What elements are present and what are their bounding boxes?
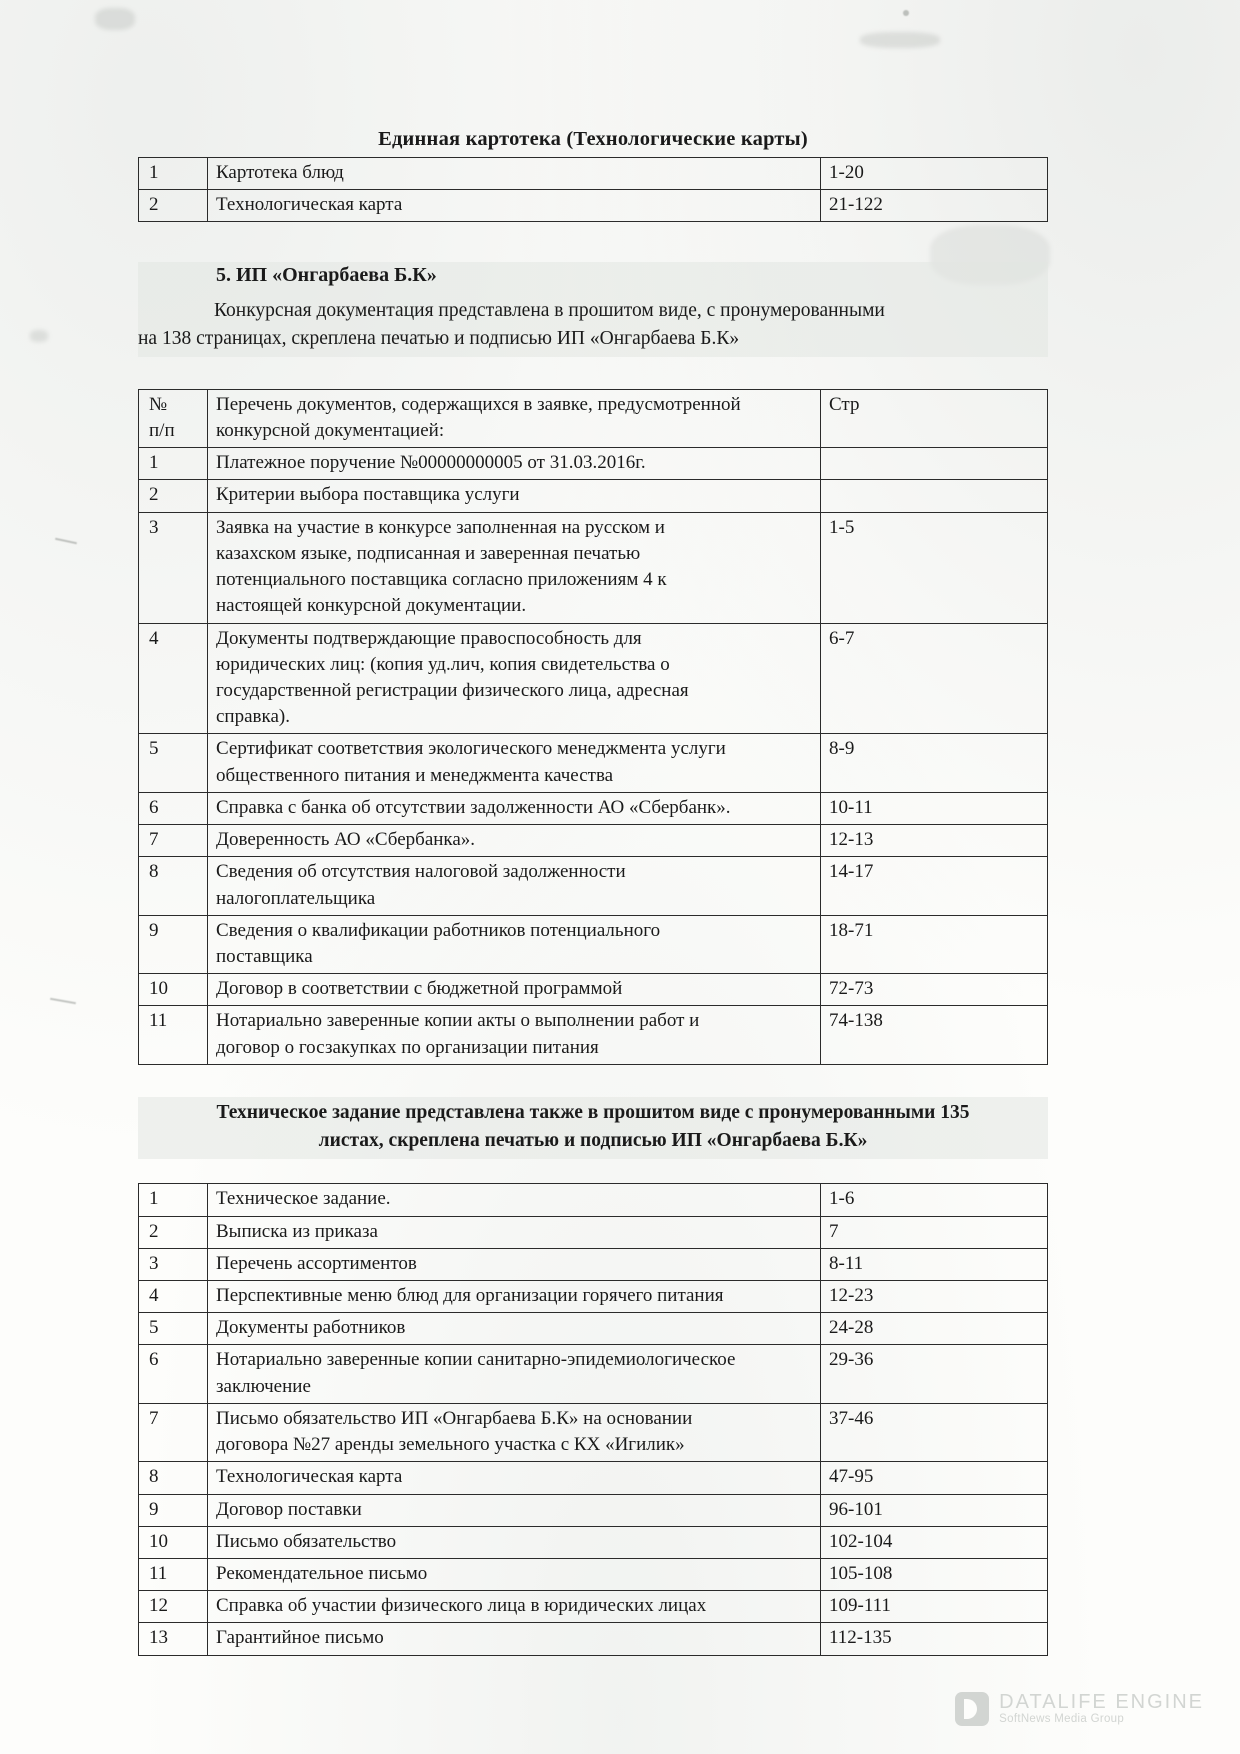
scan-smudge <box>95 8 135 30</box>
row-pages: 102-104 <box>821 1526 1048 1558</box>
row-number: 13 <box>139 1623 208 1655</box>
table-row <box>139 512 1048 623</box>
table-row <box>139 1526 1048 1558</box>
row-number: 8 <box>139 1462 208 1494</box>
watermark-subtitle: SoftNews Media Group <box>999 1713 1125 1726</box>
row-text: Техническое задание. <box>208 1184 821 1216</box>
table-row <box>139 1462 1048 1494</box>
row-name: Картотека блюд <box>208 158 821 190</box>
table-row <box>139 974 1048 1006</box>
row-number: 12 <box>139 1591 208 1623</box>
documents-list-table <box>138 389 1048 1065</box>
row-pages: 37-46 <box>821 1403 1048 1461</box>
row-pages: 74-138 <box>821 1006 1048 1064</box>
row-number: 2 <box>139 480 208 512</box>
row-number: 3 <box>139 512 208 623</box>
row-number: 4 <box>139 623 208 734</box>
card-index-table <box>138 157 1048 222</box>
row-text: Документы работников <box>208 1313 821 1345</box>
row-text: Нотариально заверенные копии акты о выполнении работ и договор о госзакупках по организации питания <box>208 1006 821 1064</box>
tech-note-line2: листах, скреплена печатью и подписью ИП «Онгарбаева Б.К» <box>318 1130 868 1152</box>
row-number: 1 <box>139 158 208 190</box>
row-pages: 47-95 <box>821 1462 1048 1494</box>
row-number: 3 <box>139 1248 208 1280</box>
header-pages: Стр <box>821 389 1048 447</box>
row-pages: 1-5 <box>821 512 1048 623</box>
row-pages: 12-13 <box>821 825 1048 857</box>
section-heading: 5. ИП «Онгарбаева Б.К» <box>216 264 437 287</box>
row-text: Документы подтверждающие правоспособность для юридических лиц: (копия уд.лич, копия свидетельства о государственной регистрации физического лица, адресная справка). <box>208 623 821 734</box>
row-pages: 96-101 <box>821 1494 1048 1526</box>
row-number: 6 <box>139 1345 208 1403</box>
datalife-logo-icon <box>955 1692 989 1726</box>
row-number: 10 <box>139 974 208 1006</box>
table-row <box>139 480 1048 512</box>
page-title: Единная картотека (Технологические карты) <box>378 128 808 150</box>
row-text: Рекомендательное письмо <box>208 1559 821 1591</box>
row-pages: 1-6 <box>821 1184 1048 1216</box>
row-pages: 21-122 <box>821 190 1048 222</box>
row-number: 4 <box>139 1281 208 1313</box>
row-text: Письмо обязательство ИП «Онгарбаева Б.К» на основании договора №27 аренды земельного участка с КХ «Игилик» <box>208 1403 821 1461</box>
row-number: 8 <box>139 857 208 915</box>
section-paragraph-line1: Конкурсная документация представлена в прошитом виде, с пронумерованными <box>214 300 885 322</box>
row-text: Платежное поручение №00000000005 от 31.03.2016г. <box>208 448 821 480</box>
table-row <box>139 1248 1048 1280</box>
scan-streak <box>50 998 76 1004</box>
row-number: 5 <box>139 734 208 792</box>
table-row <box>139 857 1048 915</box>
row-text: Сертификат соответствия экологического менеджмента услуги общественного питания и менеджмента качества <box>208 734 821 792</box>
row-pages: 24-28 <box>821 1313 1048 1345</box>
section-intro <box>138 262 1048 356</box>
row-number: 9 <box>139 1494 208 1526</box>
table-row <box>139 448 1048 480</box>
row-text: Гарантийное письмо <box>208 1623 821 1655</box>
row-text: Технологическая карта <box>208 1462 821 1494</box>
watermark-title: DATALIFE ENGINE <box>999 1691 1204 1714</box>
row-pages: 72-73 <box>821 974 1048 1006</box>
row-text: Заявка на участие в конкурсе заполненная на русском и казахском языке, подписанная и заверенная печатью потенциального поставщика согласно приложениям 4 к настоящей конкурсной документации. <box>208 512 821 623</box>
row-number: 9 <box>139 915 208 973</box>
table-row <box>139 190 1048 222</box>
row-pages <box>821 480 1048 512</box>
table-row <box>139 1216 1048 1248</box>
row-pages: 6-7 <box>821 623 1048 734</box>
row-text: Выписка из приказа <box>208 1216 821 1248</box>
table-row <box>139 1345 1048 1403</box>
row-pages: 10-11 <box>821 792 1048 824</box>
table-row <box>139 734 1048 792</box>
watermark-text <box>999 1691 1204 1726</box>
row-number: 2 <box>139 1216 208 1248</box>
row-number: 2 <box>139 190 208 222</box>
table-row <box>139 1494 1048 1526</box>
table-row <box>139 623 1048 734</box>
row-number: 10 <box>139 1526 208 1558</box>
row-text: Сведения об отсутствия налоговой задолженности налогоплательщика <box>208 857 821 915</box>
row-number: 11 <box>139 1559 208 1591</box>
row-text: Доверенность АО «Сбербанка». <box>208 825 821 857</box>
row-text: Договор в соответствии с бюджетной программой <box>208 974 821 1006</box>
header-number: № п/п <box>139 389 208 447</box>
tech-assignment-note <box>138 1097 1048 1160</box>
table-row <box>139 1006 1048 1064</box>
row-pages: 7 <box>821 1216 1048 1248</box>
row-text: Сведения о квалификации работников потенциального поставщика <box>208 915 821 973</box>
scan-smudge <box>30 330 48 342</box>
row-pages: 12-23 <box>821 1281 1048 1313</box>
row-number: 6 <box>139 792 208 824</box>
row-pages: 8-11 <box>821 1248 1048 1280</box>
table-row <box>139 1281 1048 1313</box>
table-row <box>139 792 1048 824</box>
row-number: 7 <box>139 825 208 857</box>
row-pages: 1-20 <box>821 158 1048 190</box>
row-pages: 14-17 <box>821 857 1048 915</box>
watermark <box>955 1691 1204 1726</box>
row-number: 1 <box>139 1184 208 1216</box>
table-header-row <box>139 389 1048 447</box>
row-text: Договор поставки <box>208 1494 821 1526</box>
table-row <box>139 825 1048 857</box>
row-text: Справка об участии физического лица в юридических лицах <box>208 1591 821 1623</box>
row-number: 1 <box>139 448 208 480</box>
section-paragraph-line2: на 138 страницах, скреплена печатью и подписью ИП «Онгарбаева Б.К» <box>138 328 740 350</box>
table-row <box>139 1623 1048 1655</box>
table-row <box>139 1403 1048 1461</box>
table-row <box>139 915 1048 973</box>
row-pages: 105-108 <box>821 1559 1048 1591</box>
table-row <box>139 1559 1048 1591</box>
table-row <box>139 158 1048 190</box>
tech-assignment-table <box>138 1183 1048 1655</box>
row-number: 5 <box>139 1313 208 1345</box>
row-text: Нотариально заверенные копии санитарно-эпидемиологическое заключение <box>208 1345 821 1403</box>
row-pages: 18-71 <box>821 915 1048 973</box>
table-row <box>139 1591 1048 1623</box>
row-text: Перечень ассортиментов <box>208 1248 821 1280</box>
tech-note-line1: Техническое задание представлена также в прошитом виде с пронумерованными 135 <box>216 1101 970 1123</box>
row-pages: 109-111 <box>821 1591 1048 1623</box>
row-pages: 112-135 <box>821 1623 1048 1655</box>
row-text: Письмо обязательство <box>208 1526 821 1558</box>
header-description: Перечень документов, содержащихся в заявке, предусмотренной конкурсной документацией: <box>208 389 821 447</box>
row-text: Критерии выбора поставщика услуги <box>208 480 821 512</box>
row-text: Перспективные меню блюд для организации горячего питания <box>208 1281 821 1313</box>
row-number: 11 <box>139 1006 208 1064</box>
row-pages: 8-9 <box>821 734 1048 792</box>
row-pages: 29-36 <box>821 1345 1048 1403</box>
table-row <box>139 1184 1048 1216</box>
document-body <box>138 0 1048 1656</box>
row-text: Справка с банка об отсутствии задолженности АО «Сбербанк». <box>208 792 821 824</box>
table-row <box>139 1313 1048 1345</box>
row-name: Технологическая карта <box>208 190 821 222</box>
scan-streak <box>55 538 77 545</box>
row-pages <box>821 448 1048 480</box>
row-number: 7 <box>139 1403 208 1461</box>
